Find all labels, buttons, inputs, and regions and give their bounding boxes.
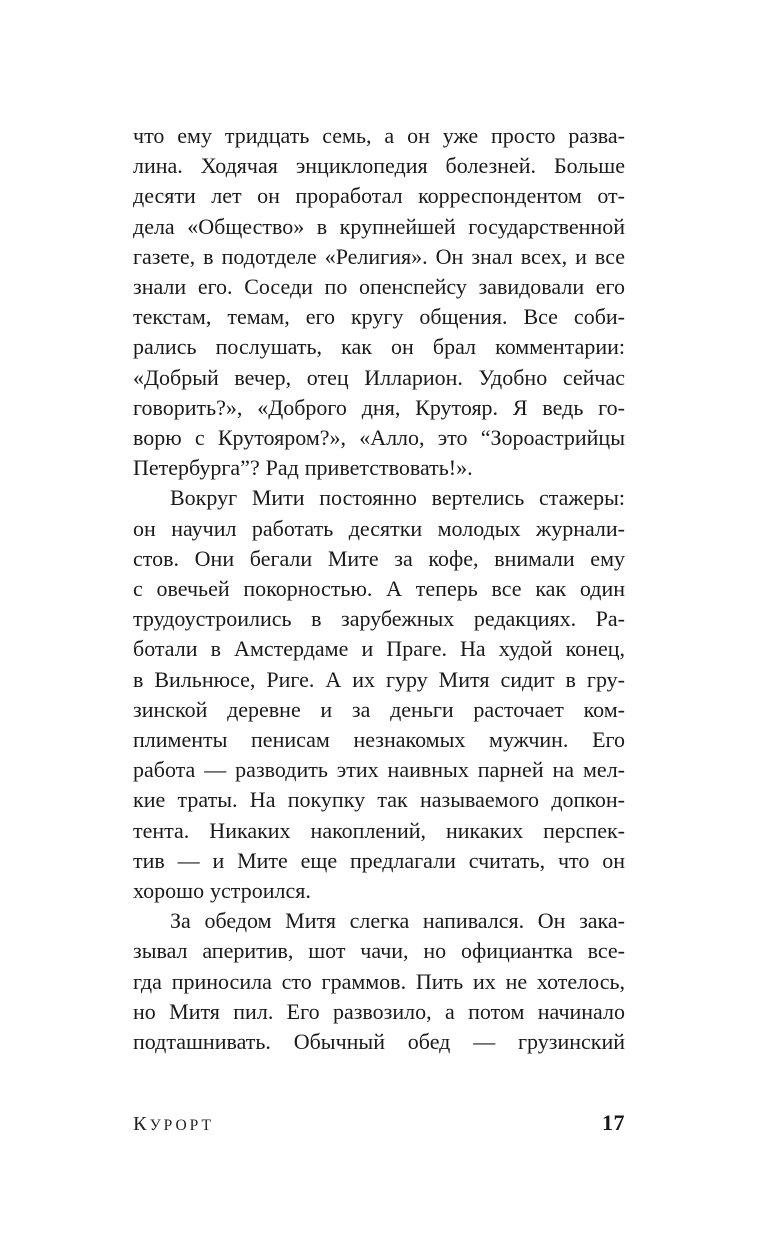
text-line: кие траты. На покупку так называемого допкон-	[133, 787, 625, 813]
text-line: ворю с Крутояром?», «Алло, это “Зороастрийцы	[133, 425, 625, 451]
text-line: плименты пенисам незнакомых мужчин. Его	[133, 727, 625, 753]
text-line: стов. Они бегали Мите за кофе, внимали ему	[133, 545, 625, 571]
text-line: тента. Никаких накоплений, никаких перспек-	[133, 817, 625, 843]
text-line: ботали в Амстердаме и Праге. На худой конец,	[133, 636, 625, 662]
text-line: Вокруг Мити постоянно вертелись стажеры:	[170, 485, 625, 511]
page-footer	[133, 1110, 625, 1136]
text-line: трудоустроились в зарубежных редакциях. Ра-	[133, 606, 625, 632]
paragraph	[133, 121, 625, 483]
running-title: КУРОРТ	[133, 1113, 214, 1135]
text-line: что ему тридцать семь, а он уже просто разва-	[133, 123, 625, 148]
text-line: текстам, темам, его кругу общения. Все соби-	[133, 304, 625, 330]
text-line: хорошо устроился.	[133, 878, 311, 904]
text-line: он научил работать десятки молодых журнали-	[133, 515, 625, 541]
text-line: но Митя пил. Его развозило, а потом начинало	[133, 998, 625, 1024]
text-line: рались послушать, как он брал комментарии:	[133, 334, 625, 360]
text-line: Петербурга”? Рад приветствовать!».	[133, 455, 473, 481]
page-text-block	[133, 121, 625, 1057]
text-line: дела «Общество» в крупнейшей государственной	[133, 213, 625, 239]
page-number: 17	[602, 1110, 625, 1135]
text-line: десяти лет он проработал корреспондентом от-	[133, 183, 625, 209]
text-line: говорить?», «Доброго дня, Крутояр. Я ведь го-	[133, 394, 625, 420]
text-line: тив — и Мите еще предлагали считать, что он	[133, 847, 625, 873]
paragraph	[133, 483, 625, 906]
text-line: знали его. Соседи по опенспейсу завидовали его	[133, 274, 625, 300]
text-line: За обедом Митя слегка напивался. Он зака-	[170, 908, 625, 934]
text-line: с овечьей покорностью. А теперь все как один	[133, 576, 625, 602]
text-line: лина. Ходячая энциклопедия болезней. Больше	[133, 153, 625, 179]
paragraph	[133, 906, 625, 1057]
text-line: работа — разводить этих наивных парней на мел-	[133, 757, 625, 783]
text-line: в Вильнюсе, Риге. А их гуру Митя сидит в гру-	[133, 666, 625, 692]
text-line: «Добрый вечер, отец Илларион. Удобно сейчас	[133, 364, 625, 390]
text-line: зывал аперитив, шот чачи, но официантка все-	[133, 938, 625, 964]
text-line: гда приносила сто граммов. Пить их не хотелось,	[133, 968, 625, 994]
text-line: газете, в подотделе «Религия». Он знал всех, и все	[133, 243, 625, 269]
text-line: зинской деревне и за деньги расточает ком-	[133, 696, 625, 722]
text-line: подташнивать. Обычный обед — грузинский	[133, 1029, 625, 1055]
